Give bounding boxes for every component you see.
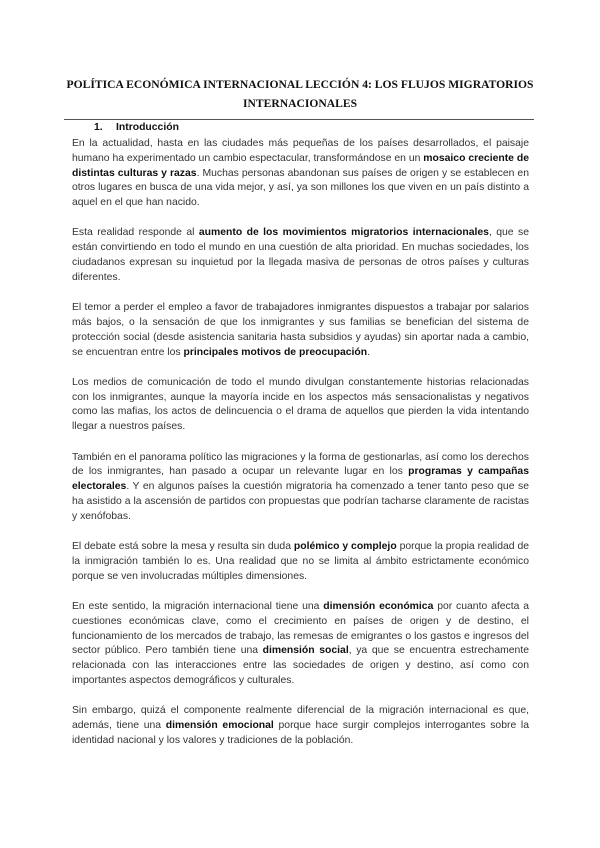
section-number: 1. [94, 122, 103, 133]
section-label: Introducción [116, 122, 179, 133]
bold-text: dimensión social [262, 645, 349, 657]
text-segment: En este sentido, la migración internacional tiene una [72, 600, 324, 612]
text-segment: , ya que se encuentra estrechamente relacionada con las interacciones entre las sociedades de origen y destino, así como con importantes aspectos demográficos y culturales. [72, 645, 529, 686]
text-segment: El temor a perder el empleo a favor de trabajadores inmigrantes dispuestos a trabajar por salarios más bajos, o la sensación de que los inmigrantes y sus familias se benefician del sistema de protección social (desde asistencia sanitaria hasta subsidios y ayudas) sin aportar nada a cambio, se encuentran entre los [72, 302, 529, 358]
text-segment: En la actualidad, hasta en las ciudades más pequeñas de los países desarrollados, el paisaje humano ha experimentado un cambio espectacular, transformándose en un [72, 138, 529, 164]
paragraph [72, 704, 529, 748]
paragraph [72, 226, 529, 285]
text-segment: El debate está sobre la mesa y resulta sin duda [72, 541, 294, 553]
bold-text: principales motivos de preocupación [183, 346, 368, 358]
document-title [60, 75, 540, 113]
text-segment: . Muchas personas abandonan sus países de origen y se establecen en otros lugares en busca de una vida mejor, y así, ya son millones los que viven en un país distinto a aquel en el que han nacido. [72, 167, 529, 209]
paragraph [72, 451, 529, 525]
text-segment: Los medios de comunicación de todo el mundo divulgan constantemente historias relacionadas con los inmigrantes, aunque la mayoría incide en los aspectos más sensacionalistas y negativos como las mafias, los actos de delincuencia o el drama de aquellos que pierden la vida intentando llegar a nuestros países. [72, 376, 529, 433]
bold-text: mosaico creciente de distintas culturas y razas [72, 152, 529, 179]
text-segment: Esta realidad responde al [72, 227, 199, 239]
text-segment: . Y en algunos países la cuestión migratoria ha comenzado a tener tanto peso que se ha asistido a la ascensión de partidos con propuestas que podrían tacharse claramente de racistas y xenófobas. [72, 481, 529, 522]
bold-text: polémico y complejo [293, 541, 397, 553]
title-line-1: POLÍTICA ECONÓMICA INTERNACIONAL LECCIÓN 4: LOS FLUJOS MIGRATORIOS [66, 78, 534, 91]
text-segment: . [367, 346, 370, 358]
paragraph [72, 540, 529, 584]
text-segment: También en el panorama político las migraciones y la forma de gestionarlas, así como los derechos de los inmigrantes, han pasado a ocupar un relevante lugar en los [72, 451, 529, 478]
paragraph [72, 137, 529, 211]
bold-text: dimensión emocional [165, 720, 274, 731]
section-heading [94, 122, 179, 133]
title-divider [64, 119, 534, 120]
bold-text: programas y campañas electorales [72, 466, 529, 493]
text-segment: porque hace surgir complejos interrogantes sobre la identidad nacional y los valores y tradiciones de la población. [72, 720, 529, 746]
text-segment: porque la propia realidad de la inmigración también lo es. Una realidad que no se limita al ámbito estrictamente económico porque se ven involucradas múltiples dimensiones. [72, 541, 529, 582]
text-segment: , que se están convirtiendo en todo el mundo en una cuestión de alta prioridad. En muchas sociedades, los ciudadanos expresan su inquietud por la llegada masiva de personas de otros países y culturas diferentes. [72, 227, 529, 283]
bold-text: aumento de los movimientos migratorios internacionales [198, 227, 489, 239]
paragraph [72, 376, 529, 435]
text-segment: Sin embargo, quizá el componente realmente diferencial de la migración internacional es que, además, tiene una [72, 705, 529, 731]
paragraph [72, 301, 529, 360]
document-body [72, 137, 529, 764]
title-line-2: INTERNACIONALES [242, 97, 358, 110]
bold-text: dimensión económica [323, 600, 434, 612]
text-segment: por cuanto afecta a cuestiones económicas clave, como el crecimiento en países de origen y de destino, el funcionamiento de los mercados de trabajo, las remesas de emigrantes o los gastos e ingresos del sector público. Pero también tiene una [72, 600, 529, 657]
paragraph [72, 600, 529, 689]
